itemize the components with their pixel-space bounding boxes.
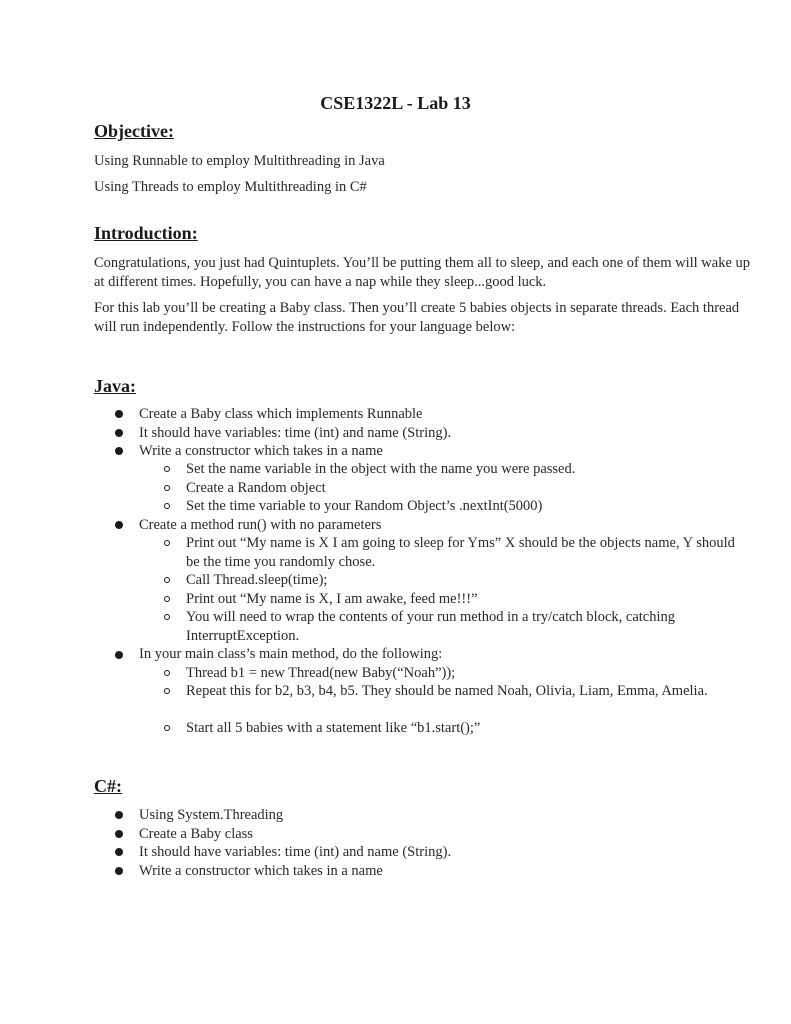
bullet-dot — [115, 848, 123, 856]
java-run-sub-4: You will need to wrap the contents of your run method in a try/catch block, catching InterruptException. — [186, 609, 675, 644]
bullet-dot — [115, 447, 123, 455]
bullet-dot — [115, 830, 123, 838]
sub-bullet-circle — [164, 725, 170, 731]
introduction-heading: Introduction: — [94, 223, 198, 243]
bullet-dot — [115, 521, 123, 529]
bullet-dot — [115, 429, 123, 437]
java-constructor-sub-1: Set the name variable in the object with the name you were passed. — [186, 461, 576, 477]
csharp-item-3: It should have variables: time (int) and name (String). — [139, 844, 452, 860]
sub-bullet-circle — [164, 577, 170, 583]
csharp-item-4: Write a constructor which takes in a name — [139, 863, 383, 879]
java-run-sub-1: Print out “My name is X I am going to sleep for Yms” X should be the objects name, Y should be the time you randomly chose. — [186, 535, 735, 570]
java-constructor-sub-2: Create a Random object — [186, 480, 326, 496]
sub-bullet-circle — [164, 596, 170, 602]
bullet-dot — [115, 867, 123, 875]
bullet-dot — [115, 410, 123, 418]
java-item-3: Write a constructor which takes in a name — [139, 443, 383, 459]
csharp-item-1: Using System.Threading — [139, 807, 284, 823]
page-title: CSE1322L - Lab 13 — [320, 93, 471, 113]
introduction-paragraph-2: For this lab you’ll be creating a Baby class. Then you’ll create 5 babies objects in separate threads. Each thread will run independently. Follow the instructions for your language below: — [94, 300, 740, 335]
java-item-2: It should have variables: time (int) and name (String). — [139, 425, 452, 441]
csharp-item-2: Create a Baby class — [139, 826, 253, 842]
csharp-heading: C#: — [94, 776, 122, 796]
java-constructor-sub-3: Set the time variable to your Random Object’s .nextInt(5000) — [186, 498, 543, 514]
objective-line-2: Using Threads to employ Multithreading in C# — [94, 179, 367, 195]
sub-bullet-circle — [164, 614, 170, 620]
java-main-sub-2: Repeat this for b2, b3, b4, b5. They should be named Noah, Olivia, Liam, Emma, Amelia. — [186, 683, 708, 699]
java-main-sub-1: Thread b1 = new Thread(new Baby(“Noah”)); — [186, 665, 456, 681]
objective-line-1: Using Runnable to employ Multithreading in Java — [94, 153, 385, 169]
java-item-4: Create a method run() with no parameters — [139, 517, 382, 533]
introduction-paragraph-1: Congratulations, you just had Quintuplets. You’ll be putting them all to sleep, and each one of them will wake up at different times. Hopefully, you can have a nap while they sleep...good luck. — [94, 255, 751, 290]
java-heading: Java: — [94, 376, 136, 396]
sub-bullet-circle — [164, 466, 170, 472]
java-item-5: In your main class’s main method, do the following: — [139, 646, 443, 662]
java-main-sub-3: Start all 5 babies with a statement like “b1.start();” — [186, 720, 481, 736]
java-run-sub-3: Print out “My name is X, I am awake, feed me!!!” — [186, 591, 478, 607]
sub-bullet-circle — [164, 670, 170, 676]
objective-heading: Objective: — [94, 121, 174, 141]
sub-bullet-circle — [164, 540, 170, 546]
bullet-dot — [115, 811, 123, 819]
sub-bullet-circle — [164, 688, 170, 694]
bullet-dot — [115, 651, 123, 659]
java-item-1: Create a Baby class which implements Runnable — [139, 406, 423, 422]
java-run-sub-2: Call Thread.sleep(time); — [186, 572, 328, 588]
sub-bullet-circle — [164, 485, 170, 491]
sub-bullet-circle — [164, 503, 170, 509]
